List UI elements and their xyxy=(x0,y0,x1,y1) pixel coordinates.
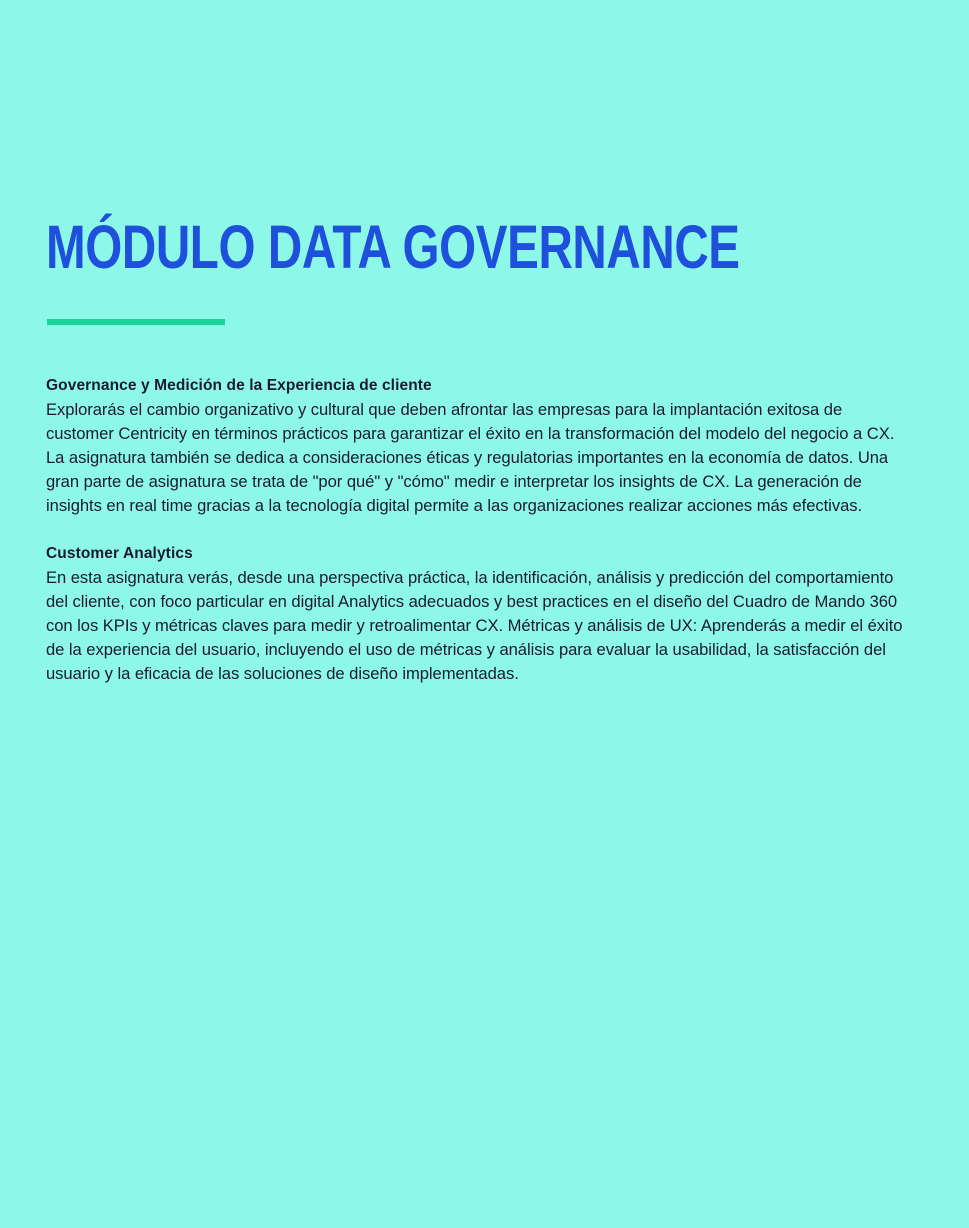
content-body xyxy=(46,374,908,686)
section-heading: Governance y Medición de la Experiencia de cliente xyxy=(46,377,432,394)
title-underline-rule xyxy=(47,319,225,325)
section-paragraph: En esta asignatura verás, desde una perspectiva práctica, la identificación, análisis y predicción del comportamiento del cliente, con foco particular en digital Analytics adecuados y best practices en el diseño del Cuadro de Mando 360 con los KPIs y métricas claves para medir y retroalimentar CX. Métricas y análisis de UX: Aprenderás a medir el éxito de la experiencia del usuario, incluyendo el uso de métricas y análisis para evaluar la usabilidad, la satisfacción del usuario y la eficacia de las soluciones de diseño implementadas. xyxy=(46,568,903,683)
section-paragraph: Explorarás el cambio organizativo y cultural que deben afrontar las empresas para la implantación exitosa de customer Centricity en términos prácticos para garantizar el éxito en la transformación del modelo del negocio a CX. La asignatura también se dedica a consideraciones éticas y regulatorias importantes en la economía de datos. Una gran parte de asignatura se trata de "por qué" y "cómo" medir e interpretar los insights de CX. La generación de insights en real time gracias a la tecnología digital permite a las organizaciones realizar acciones más efectivas. xyxy=(46,400,895,515)
title-block xyxy=(46,214,906,280)
section-customer-analytics xyxy=(46,542,908,686)
page-title: MÓDULO DATA GOVERNANCE xyxy=(46,213,740,281)
section-governance xyxy=(46,374,908,518)
section-heading: Customer Analytics xyxy=(46,545,193,562)
